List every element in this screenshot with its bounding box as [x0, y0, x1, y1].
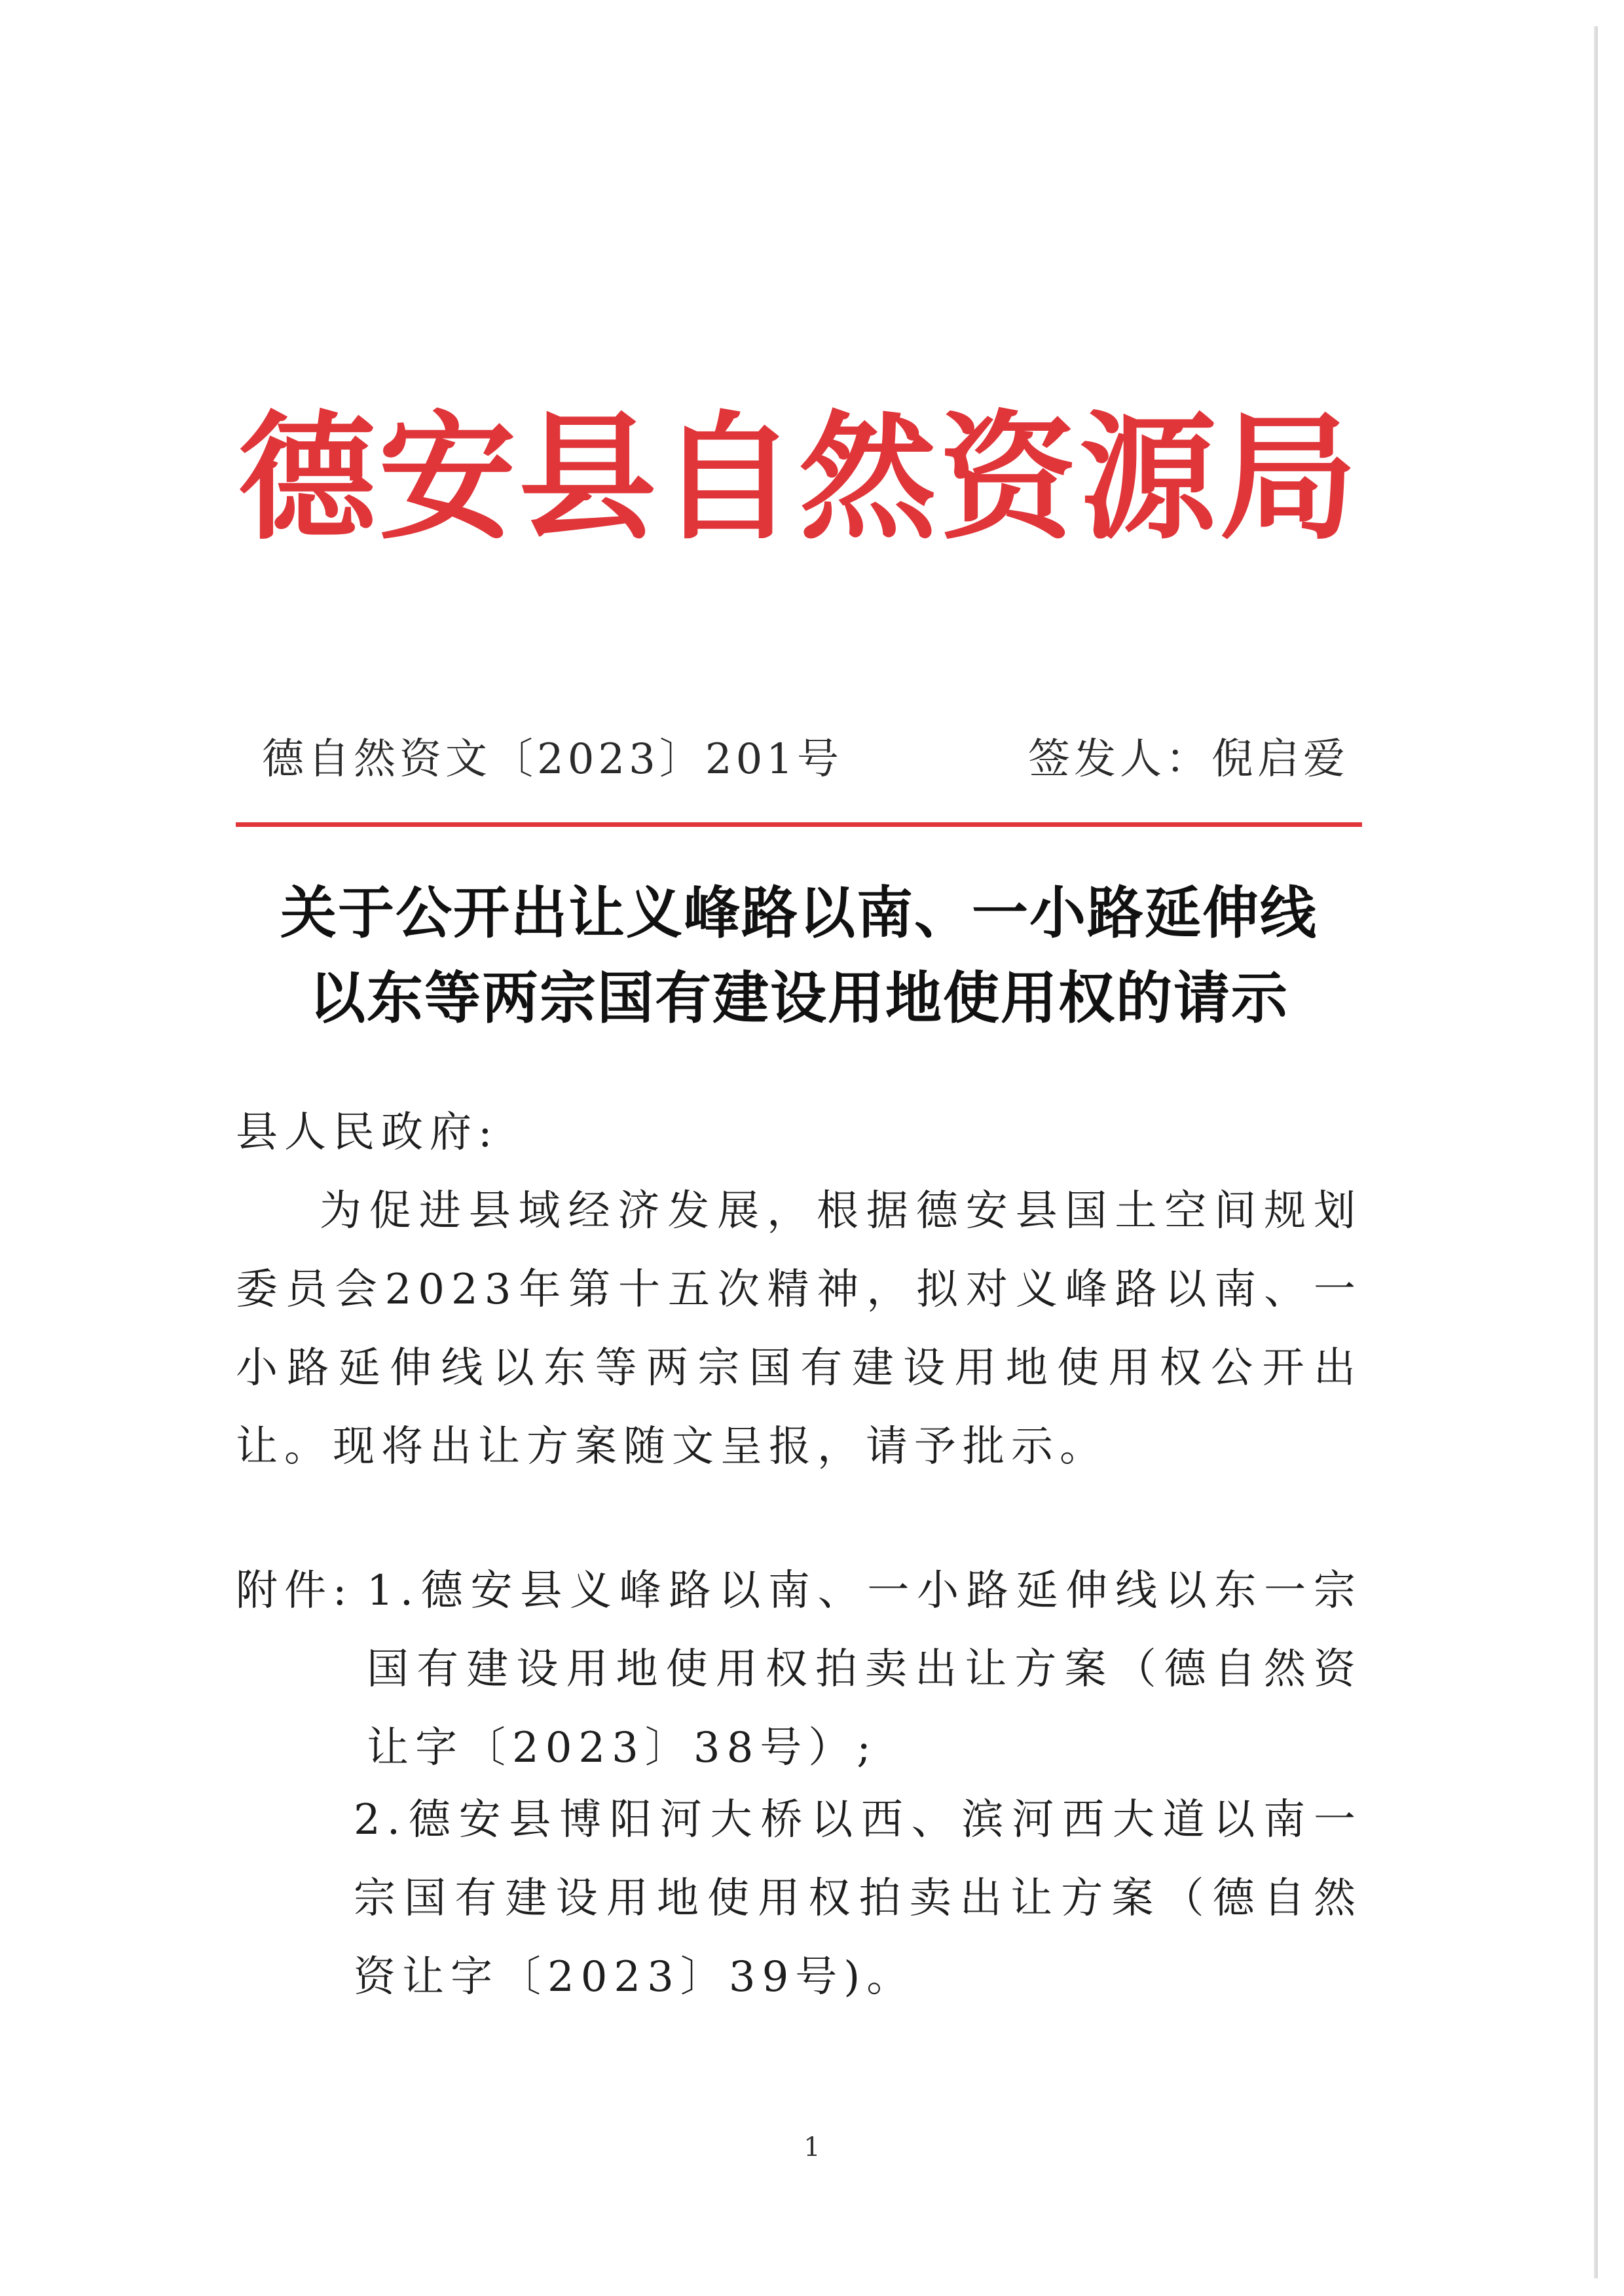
- attachment-number: 2.: [354, 1796, 407, 1844]
- attachment-text: 德安县博阳河大桥以西、滨河西大道以南一宗国有建设用地使用权拍卖出让方案（德自然资让字〔2023〕39号)。: [354, 1796, 1362, 2001]
- attachment-item-2: [354, 1781, 1362, 2016]
- body-paragraph: 为促进县域经济发展，根据德安县国土空间规划委员会2023年第十五次精神，拟对义峰路以南、一小路延伸线以东等两宗国有建设用地使用权公开出让。现将出让方案随文呈报，请予批示。: [236, 1187, 1362, 1471]
- page-number: 1: [803, 2132, 821, 2162]
- red-separator-line: [236, 822, 1362, 827]
- document-subject: [223, 871, 1375, 1041]
- scan-edge-shadow: [1594, 26, 1598, 2278]
- attachment-text: 德安县义峰路以南、一小路延伸线以东一宗国有建设用地使用权拍卖出让方案（德自然资让字〔2023〕38号）;: [367, 1567, 1362, 1772]
- attachment-item-1: [367, 1552, 1362, 1787]
- subject-line-1: 关于公开出让义峰路以南、一小路延伸线: [280, 880, 1318, 946]
- subject-line-2: 以东等两宗国有建设用地使用权的请示: [309, 965, 1289, 1031]
- attachments-label: 附件:: [236, 1567, 354, 1615]
- signer: 签发人：倪启爱: [1028, 735, 1349, 784]
- document-number: 德自然资文〔2023〕201号: [262, 735, 843, 784]
- document-meta-row: [262, 727, 1349, 792]
- salutation: 县人民政府:: [236, 1108, 499, 1157]
- attachment-number: 1.: [367, 1567, 420, 1615]
- issuing-organization-header: 德安县自然资源局: [238, 397, 1359, 558]
